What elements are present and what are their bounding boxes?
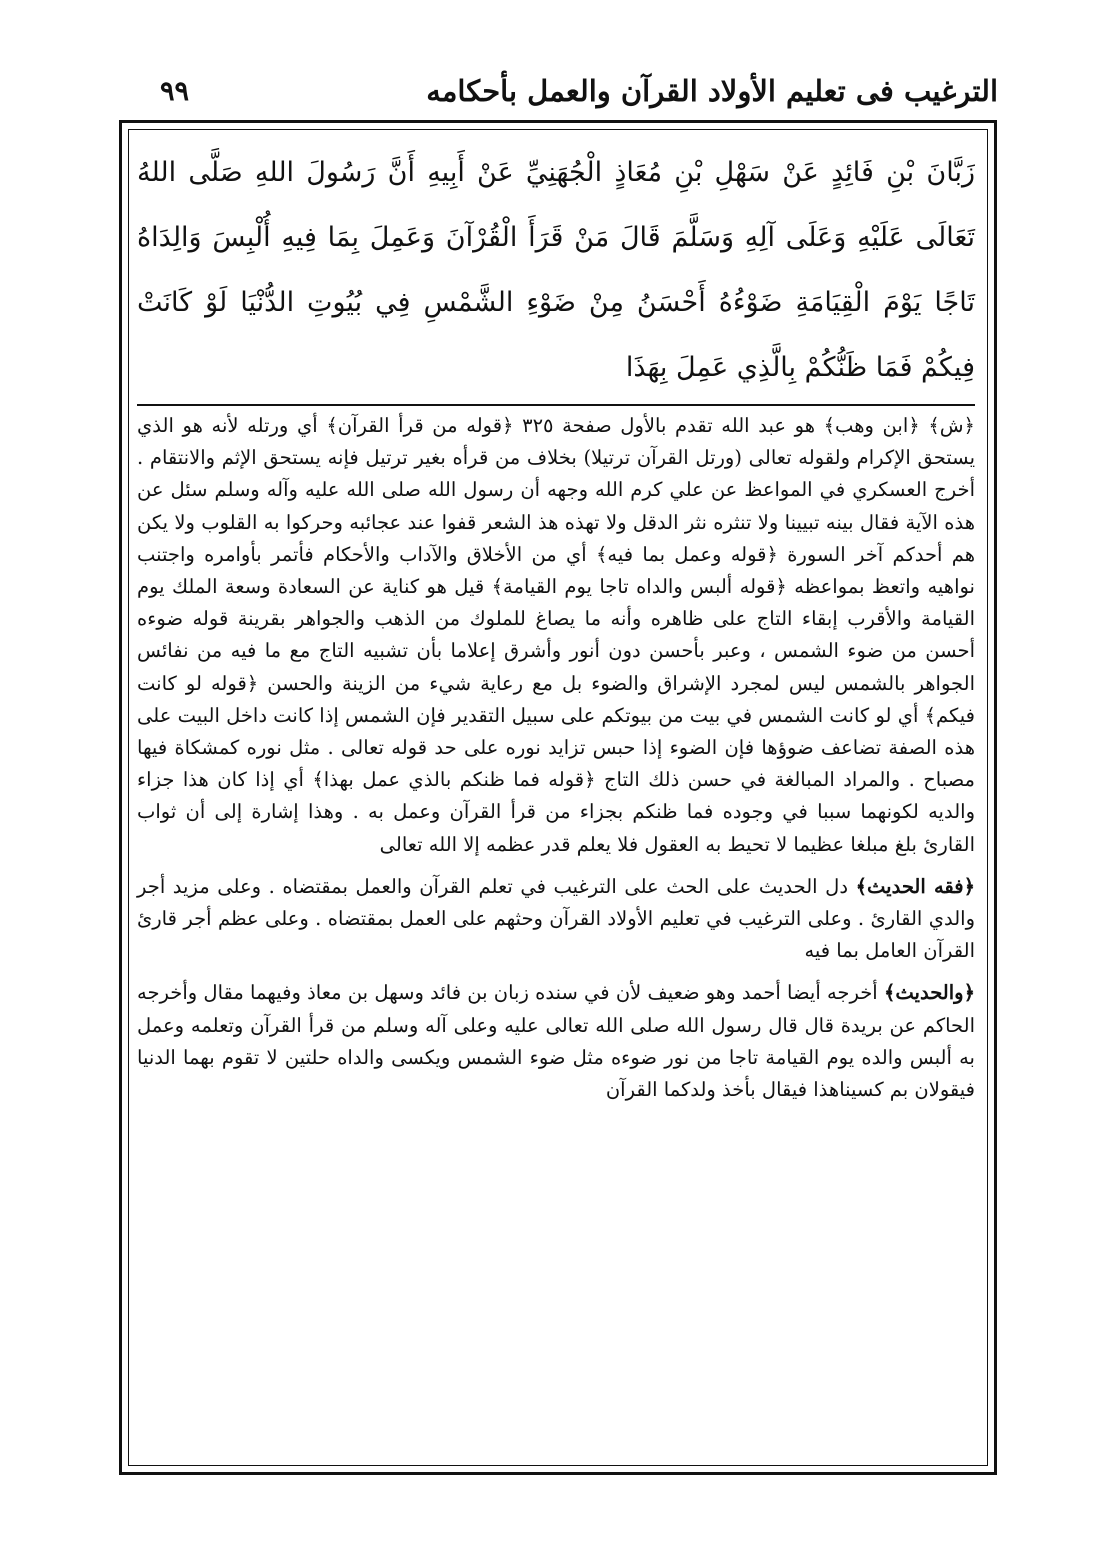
hadith-note-section [137,977,975,1106]
fiqh-text: دل الحديث على الحث على الترغيب في تعلم القرآن والعمل بمقتضاه . وعلى مزيد أجر والدي القارئ . وعلى الترغيب في تعليم الأولاد القرآن وحثهم على العمل بمقتضاه . وعلى عظم أجر قارئ القرآن العامل بما فيه [137,874,975,963]
fiqh-section [137,871,975,968]
hadith-text: زَبَّانَ بْنِ فَائِدٍ عَنْ سَهْلِ بْنِ مُعَاذٍ الْجُهَنِيِّ عَنْ أَبِيهِ أَنَّ رَسُولَ اللهِ صَلَّى اللهُ تَعَالَى عَلَيْهِ وَعَلَى آلِهِ وَسَلَّمَ قَالَ مَنْ قَرَأَ الْقُرْآنَ وَعَمِلَ بِمَا فِيهِ أُلْبِسَ وَالِدَاهُ تَاجًا يَوْمَ الْقِيَامَةِ ضَوْءُهُ أَحْسَنُ مِنْ ضَوْءِ الشَّمْسِ فِي بُيُوتِ الدُّنْيَا لَوْ كَانَتْ فِيكُمْ فَمَا ظَنُّكُمْ بِالَّذِي عَمِلَ بِهَذَا [137,157,975,383]
fiqh-label: ﴿فقه الحديث﴾ [855,874,976,898]
page-header [120,68,998,118]
separator-rule [137,404,975,406]
running-title: الترغيب فى تعليم الأولاد القرآن والعمل بأحكامه [426,74,998,108]
hadith-note-label: ﴿والحديث﴾ [883,981,976,1005]
page-number: ٩٩ [160,76,190,107]
hadith-note-text: أخرجه أيضا أحمد وهو ضعيف لأن في سنده زبان بن فائد وسهل بن معاذ وفيهما مقال وأخرجه الحاكم عن بريدة قال قال رسول الله صلى الله تعالى عليه وعلى آله وسلم من قرأ القرآن وتعلمه وعمل به ألبس والده يوم القيامة تاجا من نور ضوءه مثل ضوء الشمس ويكسى والداه حلتين لا تقوم بهما الدنيا فيقولان بم كسيناهذا فيقال بأخذ ولدكما القرآن [137,981,975,1102]
commentary-text: ﴿ش﴾ ﴿ابن وهب﴾ هو عبد الله تقدم بالأول صفحة ٣٢٥ ﴿قوله من قرأ القرآن﴾ أي ورتله لأنه هو الذي يستحق الإكرام ولقوله تعالى (ورتل القرآن ترتيلا) بخلاف من قرأه بغير ترتيل فإنه يستحق الإثم والانتقام . أخرج العسكري في المواعظ عن علي كرم الله وجهه أن رسول الله صلى الله عليه وآله وسلم سئل عن هذه الآية فقال بينه تبيينا ولا تنثره نثر الدقل ولا تهذه هذ الشعر قفوا عند عجائبه وحركوا به القلوب ولا يكن هم أحدكم آخر السورة ﴿قوله وعمل بما فيه﴾ أي من الأخلاق والآداب والأحكام فأتمر بأوامره واجتنب نواهيه واتعظ بمواعظه ﴿قوله ألبس والداه تاجا يوم القيامة﴾ قيل هو كناية عن السعادة وسعة الملك يوم القيامة والأقرب إبقاء التاج على ظاهره وأنه ما يصاغ للملوك من الذهب والجواهر بقرينة قوله ضوءه أحسن من ضوء الشمس ، وعبر بأحسن دون أنور وأشرق إعلاما بأن تشبيه التاج مع ما فيه من نفائس الجواهر بالشمس ليس لمجرد الإشراق والضوء بل مع رعاية شيء من الزينة والحسن ﴿قوله لو كانت فيكم﴾ أي لو كانت الشمس في بيت من بيوتكم على سبيل التقدير فإن الشمس إذا كانت داخل البيت على هذه الصفة تضاعف ضوؤها فإن الضوء إذا حبس تزايد نوره على حد قوله تعالى . مثل نوره كمشكاة فيها مصباح . والمراد المبالغة في حسن ذلك التاج ﴿قوله فما ظنكم بالذي عمل بهذا﴾ أي إذا كان هذا جزاء والديه لكونهما سببا في وجوده فما ظنكم بجزاء من قرأ القرآن وعمل به . وهذا إشارة إلى أن ثواب القارئ بلغ مبلغا عظيما لا تحيط به العقول فلا يعلم قدر عظمه إلا الله تعالى [137,414,975,856]
page-content [137,140,975,1106]
